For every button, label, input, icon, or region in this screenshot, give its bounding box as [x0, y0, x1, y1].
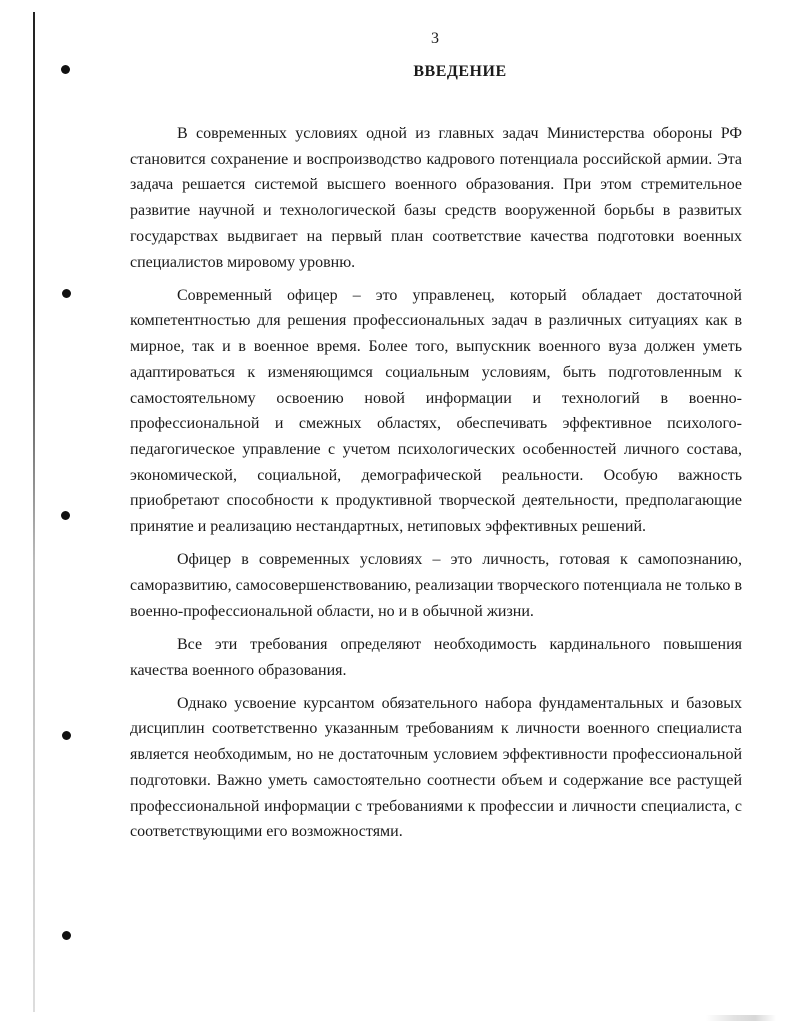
- paragraph-4: Все эти требования определяют необходимость кардинального повышения качества военного образования.: [130, 635, 742, 679]
- document-body: [130, 121, 742, 852]
- paragraph-1: В современных условиях одной из главных задач Министерства обороны РФ становится сохранение и воспроизводство кадрового потенциала российской армии. Эта задача решается системой высшего военного образования. При этом стремительное развитие научной и технологической базы средств вооруженной борьбы в развитых государствах выдвигает на первый план соответствие качества подготовки военных специалистов мировому уровню.: [130, 125, 742, 271]
- punch-hole-3: [61, 511, 70, 520]
- paragraph-3: Офицер в современных условиях – это личность, готовая к самопознанию, саморазвитию, самосовершенствованию, реализации творческого потенциала не только в военно-профессиональной области, но и в обычной жизни.: [130, 551, 742, 620]
- paragraph-5: Однако усвоение курсантом обязательного набора фундаментальных и базовых дисциплин соответственно указанным требованиям к личности военного специалиста является необходимым, но не достаточным условием эффективности профессиональной подготовки. Важно уметь самостоятельно соотнести объем и содержание все растущей профессиональной информации с требованиями к профессии и личности специалиста, с соответствующими его возможностями.: [130, 694, 742, 841]
- punch-hole-5: [62, 931, 71, 940]
- paragraph-2: Современный офицер – это управленец, который обладает достаточной компетентностью для решения профессиональных задач в различных ситуациях как в мирное, так и в военное время. Более того, выпускник военного вуза должен уметь адаптироваться к изменяющимся социальным условиям, быть подготовленным к самостоятельному освоению новой информации и технологий в военно-профессиональной и смежных областях, обеспечивать эффективное психолого-педагогическое управление с учетом психологических особенностей личного состава, экономической, социальной, демографической реальности. Особую важность приобретают способности к продуктивной творческой деятельности, предполагающие принятие и реализацию нестандартных, нетиповых эффективных решений.: [130, 286, 742, 536]
- section-heading: ВВЕДЕНИЕ: [413, 63, 507, 80]
- punch-hole-2: [62, 289, 71, 298]
- scan-binding-edge: [33, 12, 35, 1012]
- scan-smudge: [706, 1015, 776, 1021]
- page-number: 3: [431, 30, 439, 47]
- punch-hole-4: [62, 731, 71, 740]
